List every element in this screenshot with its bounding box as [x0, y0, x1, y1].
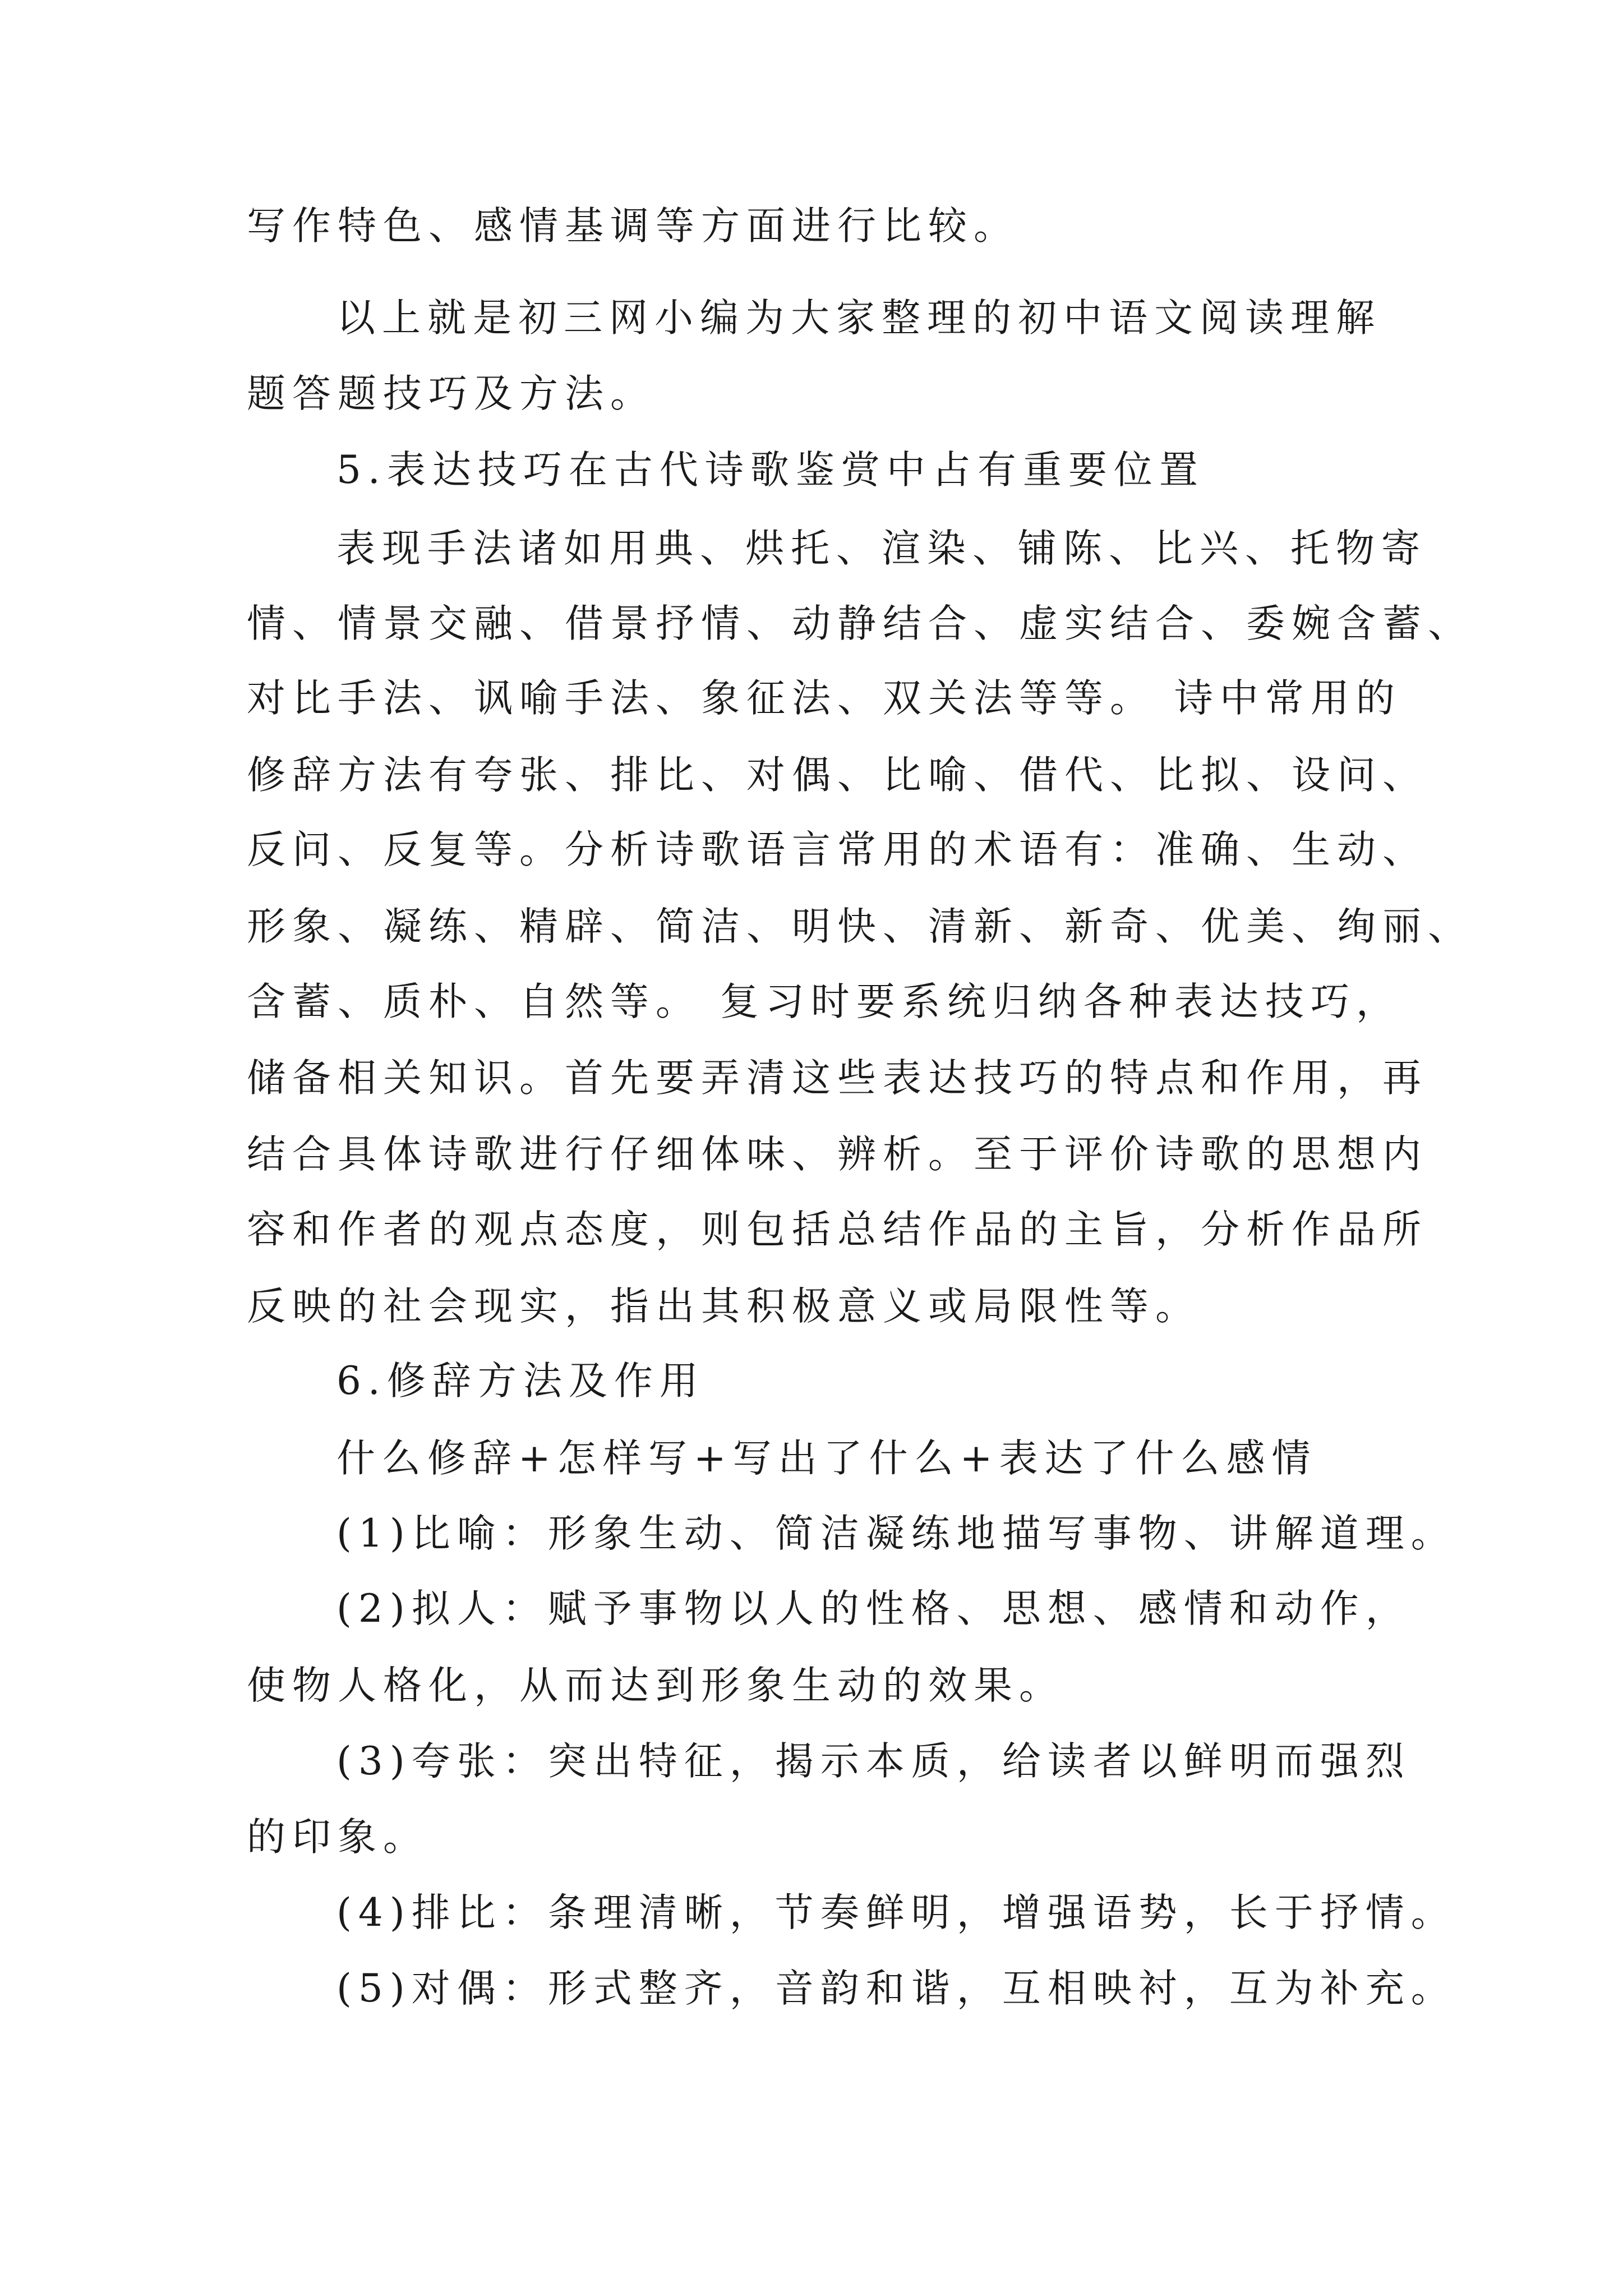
- text-line: 修辞方法有夸张、排比、对偶、比喻、借代、比拟、设问、: [247, 753, 1428, 798]
- text-line: 题答题技巧及方法。: [247, 371, 656, 416]
- list-item: (1)比喻：形象生动、简洁凝练地描写事物、讲解道理。: [336, 1511, 1456, 1556]
- text-line: 以上就是初三网小编为大家整理的初中语文阅读理解: [336, 296, 1381, 341]
- text-line: 形象、凝练、精辟、简洁、明快、清新、新奇、优美、绚丽、: [247, 904, 1473, 949]
- text-line: 表现手法诸如用典、烘托、渲染、铺陈、比兴、托物寄: [336, 526, 1427, 571]
- text-line: 什么修辞+怎样写+写出了什么+表达了什么感情: [336, 1436, 1317, 1481]
- text-line: 情、情景交融、借景抒情、动静结合、虚实结合、委婉含蓄、: [247, 601, 1473, 646]
- list-item: (2)拟人：赋予事物以人的性格、思想、感情和动作，: [336, 1586, 1411, 1631]
- section-heading: 6.修辞方法及作用: [336, 1359, 705, 1404]
- list-item: (3)夸张：突出特征，揭示本质，给读者以鲜明而强烈: [336, 1739, 1411, 1784]
- text-line: 储备相关知识。首先要弄清这些表达技巧的特点和作用，再: [247, 1056, 1428, 1101]
- list-item: (5)对偶：形式整齐，音韵和谐，互相映衬，互为补充。: [336, 1966, 1456, 2011]
- text-line: 结合具体诗歌进行仔细体味、辨析。至于评价诗歌的思想内: [247, 1132, 1428, 1177]
- list-item: (4)排比：条理清晰，节奏鲜明，增强语势，长于抒情。: [336, 1890, 1456, 1935]
- text-line: 的印象。: [247, 1815, 428, 1860]
- section-heading: 5.表达技巧在古代诗歌鉴赏中占有重要位置: [336, 448, 1205, 493]
- text-line: 对比手法、讽喻手法、象征法、双关法等等。 诗中常用的: [247, 676, 1401, 721]
- text-line: 容和作者的观点态度，则包括总结作品的主旨，分析作品所: [247, 1207, 1428, 1252]
- text-line: 写作特色、感情基调等方面进行比较。: [247, 204, 1019, 249]
- text-line: 反映的社会现实，指出其积极意义或局限性等。: [247, 1284, 1201, 1329]
- text-line: 使物人格化，从而达到形象生动的效果。: [247, 1663, 1064, 1708]
- text-line: 含蓄、质朴、自然等。 复习时要系统归纳各种表达技巧，: [247, 979, 1401, 1024]
- text-line: 反问、反复等。分析诗歌语言常用的术语有：准确、生动、: [247, 827, 1428, 872]
